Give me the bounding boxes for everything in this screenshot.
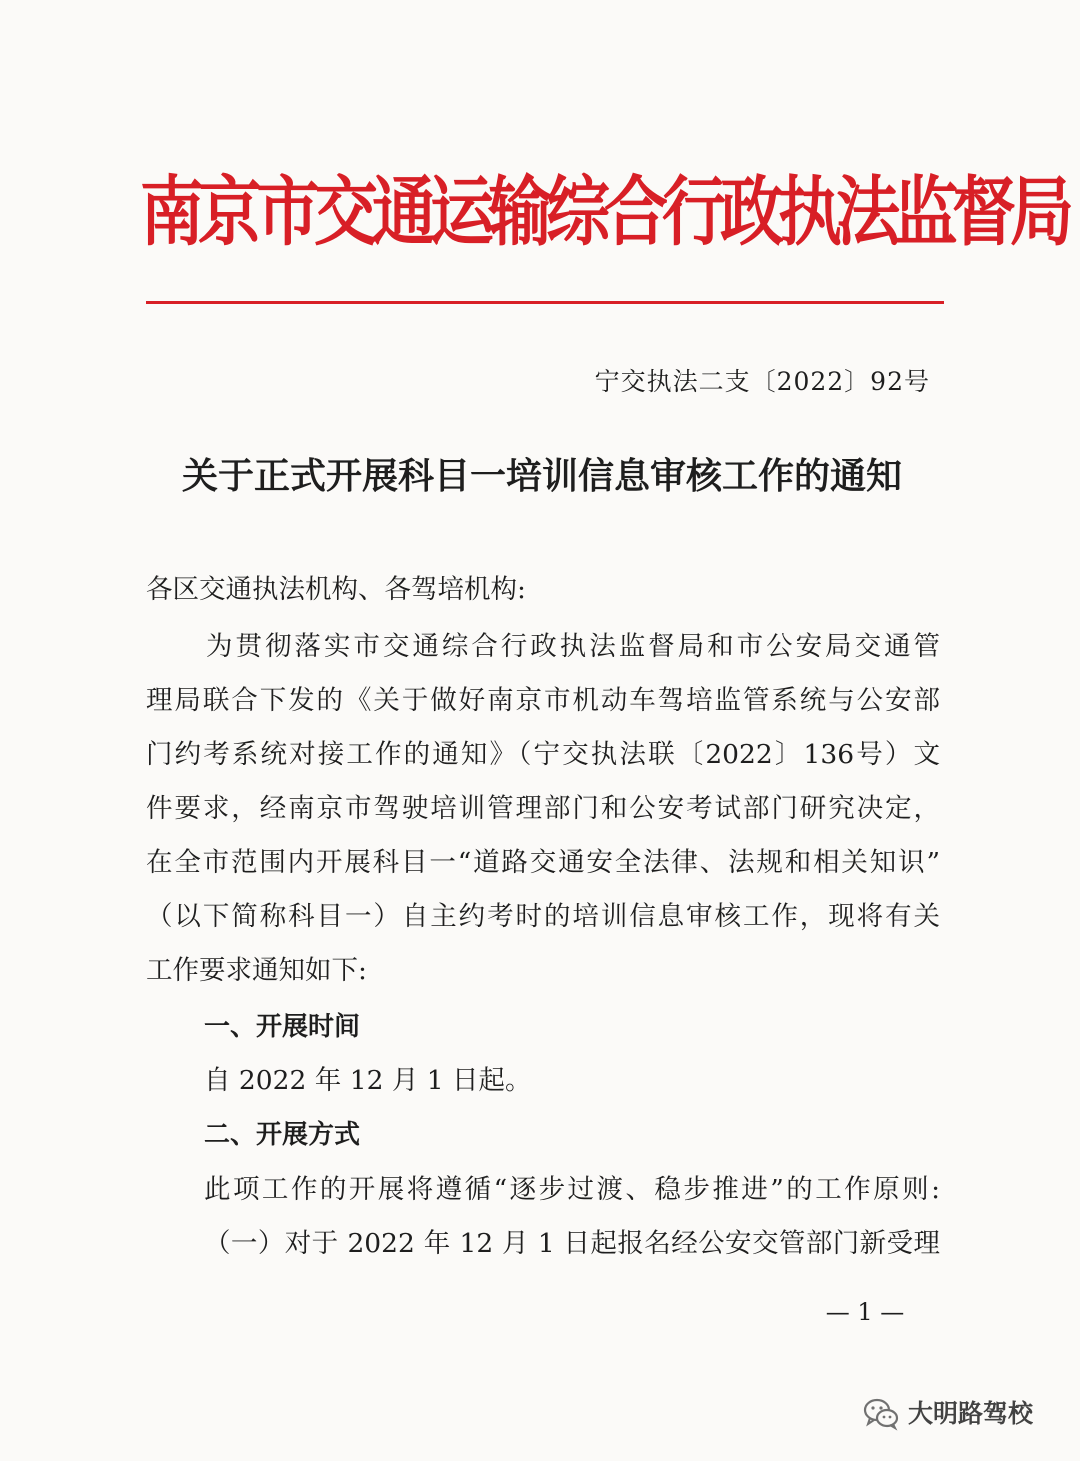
principle-line: 此项工作的开展将遵循“逐步过渡、稳步推进”的工作原则:: [204, 1174, 940, 1205]
document-title: 关于正式开展科目一培训信息审核工作的通知: [181, 455, 902, 497]
letterhead-agency-name: 南京市交通运输综合行政执法监督局: [140, 168, 1068, 257]
paragraph-line-5: 在全市范围内开展科目一“道路交通安全法律、法规和相关知识”: [146, 847, 940, 878]
letterhead-red-rule: [146, 301, 944, 304]
section-heading-method: 二、开展方式: [204, 1120, 361, 1150]
watermark-text: 大明路驾校: [908, 1399, 1034, 1428]
paragraph-line-4: 件要求，经南京市驾驶培训管理部门和公安考试部门研究决定，: [146, 793, 940, 824]
paragraph-line-1: 为贯彻落实市交通综合行政执法监督局和市公安局交通管: [206, 631, 940, 662]
page-number: — 1 —: [825, 1298, 905, 1326]
paragraph-line-2: 理局联合下发的《关于做好南京市机动车驾培监管系统与公安部: [146, 685, 940, 716]
document-number: 宁交执法二支〔2022〕92号: [594, 367, 930, 396]
section-heading-time: 一、开展时间: [204, 1012, 361, 1042]
watermark: [862, 1392, 1033, 1436]
paragraph-line-3: 门约考系统对接工作的通知》（宁交执法联〔2022〕136号）文: [146, 739, 940, 770]
item-one-line: （一）对于 2022 年 12 月 1 日起报名经公安交管部门新受理: [204, 1228, 940, 1259]
paragraph-line-7: 工作要求通知如下:: [146, 955, 367, 986]
wechat-icon: [862, 1397, 900, 1431]
paragraph-line-6: （以下简称科目一）自主约考时的培训信息审核工作，现将有关: [146, 901, 940, 932]
start-date-line: 自 2022 年 12 月 1 日起。: [204, 1065, 532, 1096]
salutation: 各区交通执法机构、各驾培机构:: [146, 574, 526, 605]
